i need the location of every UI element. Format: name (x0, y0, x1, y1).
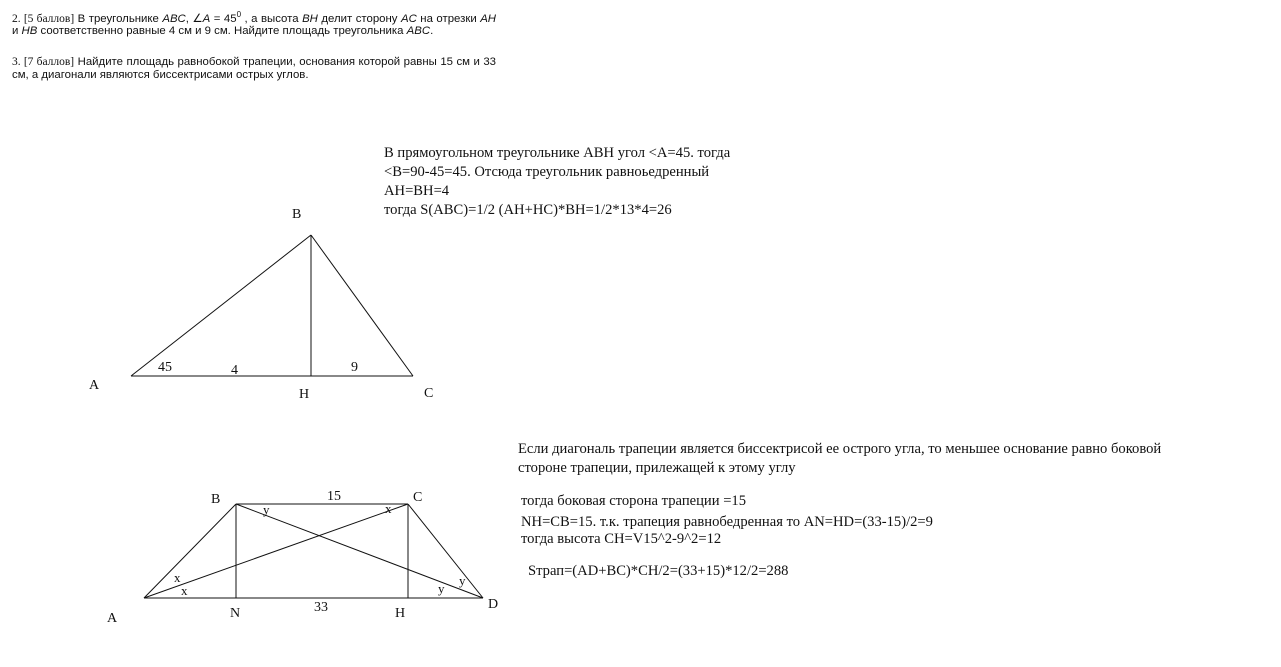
vertex-label-c: C (424, 386, 434, 401)
solution-1-line: В прямоугольном треугольнике АВН угол <А=45. тогда (384, 145, 731, 161)
side-ab (131, 235, 311, 376)
side-bc (311, 235, 413, 376)
angle-label-x: x (181, 583, 188, 598)
area-formula: Sтрап=(AD+BC)*CH/2=(33+15)*12/2=288 (528, 563, 789, 579)
solution-2-line: тогда высота CH=V15^2-9^2=12 (521, 531, 722, 547)
solution-2-line: тогда боковая сторона трапеции =15 (521, 493, 747, 509)
solution-1-line: тогда S(ABC)=1/2 (AH+HC)*BH=1/2*13*4=26 (384, 202, 672, 218)
vertex-label-a: A (89, 378, 100, 393)
angle-label-y: y (438, 581, 445, 596)
vertex-label-d: D (488, 597, 499, 612)
triangle-figure (131, 235, 413, 376)
problem-2-number: 2. [5 баллов] (12, 12, 75, 25)
problem-3-number: 3. [7 баллов] (12, 55, 75, 68)
angle-label-y: y (459, 573, 466, 588)
vertex-label-a: A (107, 611, 118, 626)
top-base-label: 15 (327, 489, 341, 504)
angle-label-y: y (263, 502, 270, 517)
vertex-label-b: B (292, 207, 302, 222)
vertex-label-c: C (413, 490, 423, 505)
solution-1-line: АН=ВН=4 (384, 183, 450, 199)
bottom-base-label: 33 (314, 600, 328, 615)
solution-2-intro-line: стороне трапеции, прилежащей к этому углу (518, 460, 796, 476)
angle-label-x: x (385, 501, 392, 516)
segment-ah-label: 4 (231, 363, 238, 378)
foot-label-h: H (395, 606, 406, 621)
side-ab (144, 504, 236, 598)
angle-a-label: 45 (158, 360, 172, 375)
solution-2-line: NH=CB=15. т.к. трапеция равнобедренная то AN=HD=(33-15)/2=9 (521, 514, 933, 530)
trapezoid-figure (144, 504, 483, 598)
foot-label-h: H (299, 387, 310, 402)
problem-2: 2. [5 баллов] В треугольнике ABC, ∠A = $45^0$ , а высота BH делит сторону AC на отрезки AH и HB соответственно равные 4 см и 9 см. Найдите площадь треугольника ABC. (12, 10, 497, 38)
angle-label-x: x (174, 570, 181, 585)
foot-label-n: N (230, 606, 241, 621)
solution-2-intro-line: Если диагональ трапеции является биссектрисой ее острого угла, то меньшее основание равно боковой (518, 441, 1162, 457)
segment-hc-label: 9 (351, 360, 358, 375)
problem-3-text: Найдите площадь равнобокой трапеции, основания которой равны 15 см и 33 см, а диагонали являются биссектрисами острых углов. (12, 55, 496, 81)
solution-1-line: <В=90-45=45. Отсюда треугольник равноьедренный (384, 164, 710, 180)
vertex-label-b: B (211, 492, 221, 507)
